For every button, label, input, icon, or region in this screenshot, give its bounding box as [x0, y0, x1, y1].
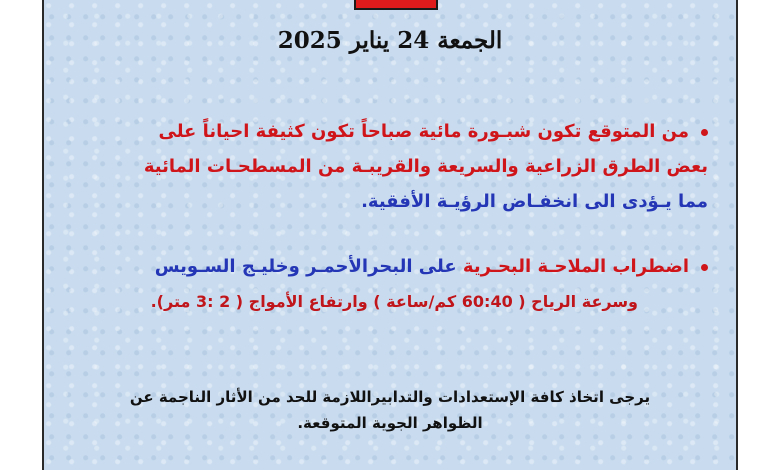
header-red-tab — [354, 0, 438, 10]
fog-line-1: من المتوقع تكون شبـورة مائية صباحاً تكون كثيفة احياناً على — [158, 121, 689, 142]
bulletin-date: الجمعة 24 يناير 2025 — [277, 27, 503, 54]
footer-line-1: يرجى اتخاذ كافة الإستعدادات والتدابيراللازمة للحد من الأثار الناجمة عن — [129, 388, 651, 406]
bullet-fog-warning — [58, 114, 708, 219]
marine-line-1b: على البحرالأحمـر وخليـج السـويس — [154, 256, 457, 277]
fog-line-2: بعض الطرق الزراعية والسريعة والقريبـة من المسطحـات المائية — [143, 156, 708, 177]
fog-line-3: مما يـؤدى الى انخفـاض الرؤيـة الأفقية. — [361, 191, 708, 212]
bullet-dot-icon — [701, 129, 708, 136]
bullet-marine-warning — [58, 249, 708, 319]
advisory-footer — [44, 384, 736, 436]
marine-line-1a: اضطراب الملاحـة البحـرية — [462, 256, 689, 277]
bulletin-panel — [42, 0, 738, 470]
marine-line-2: وسرعة الرياح ( 60:40 كم/ساعة ) وارتفاع الأمواج ( 2 :3 متر). — [150, 292, 638, 311]
bullet-dot-icon — [701, 264, 708, 271]
footer-line-2: الظواهر الجوية المتوقعة. — [297, 414, 483, 432]
